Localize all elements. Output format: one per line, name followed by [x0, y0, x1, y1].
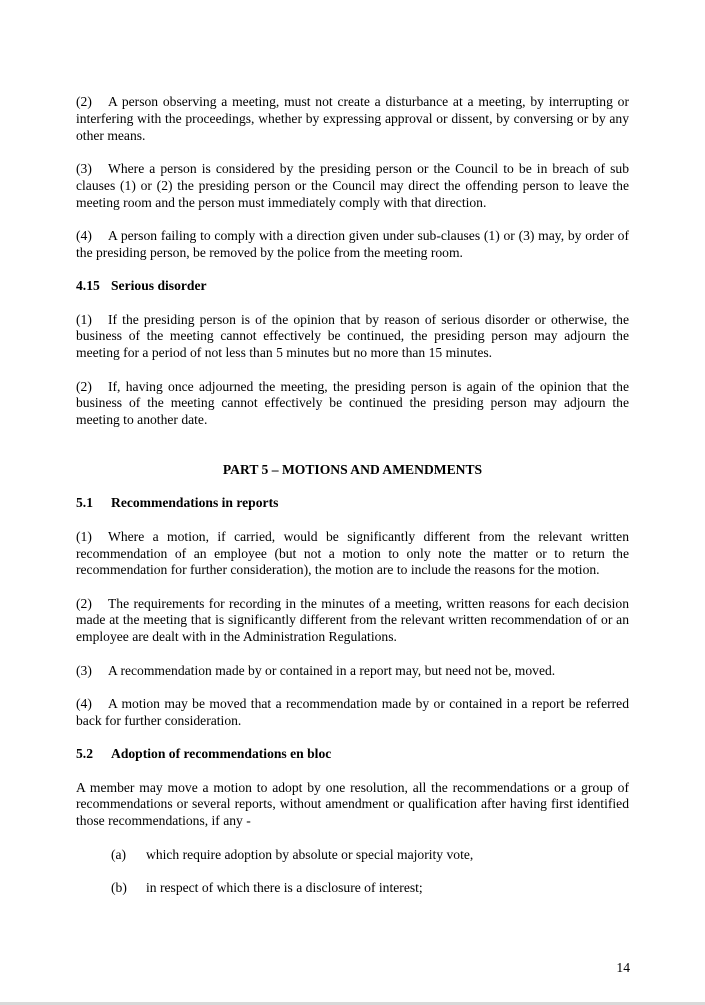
clause-label: (4) — [76, 696, 92, 712]
clause-text: Where a person is considered by the presiding person or the Council to be in breach of sub clauses (1) or (2) the presiding person or the Council may direct the offending person to leave the meeting room and the person must immediately comply with that direction. — [76, 160, 629, 210]
page-body — [76, 94, 629, 913]
clause-4-15-1 — [76, 312, 629, 362]
clause-4-14-3 — [76, 161, 629, 211]
page-number: 14 — [616, 960, 630, 975]
clause-5-2-intro: A member may move a motion to adopt by one resolution, all the recommendations or a group of recommendations or several reports, without amendment or qualification after having first identified those recommendations, if any - — [76, 779, 629, 829]
list-item — [76, 880, 629, 897]
clause-text: A recommendation made by or contained in a report may, but need not be, moved. — [108, 662, 556, 678]
clause-5-1-3 — [76, 663, 629, 680]
clause-label: (4) — [76, 227, 92, 243]
list-item-text: which require adoption by absolute or special majority vote, — [146, 846, 474, 862]
clause-label: (3) — [76, 662, 92, 678]
clause-4-15-2 — [76, 379, 629, 429]
list-item-label: (b) — [111, 880, 127, 896]
section-heading-5-1 — [76, 495, 629, 512]
section-number: 5.2 — [76, 746, 93, 762]
section-number: 5.1 — [76, 495, 93, 511]
section-heading-5-2 — [76, 746, 629, 763]
clause-text: If, having once adjourned the meeting, the presiding person is again of the opinion that the business of the meeting cannot effectively be continued the presiding person may adjourn the meeting to another date. — [76, 378, 629, 428]
section-title: Serious disorder — [111, 278, 207, 294]
section-number: 4.15 — [76, 278, 100, 294]
part-title: PART 5 – MOTIONS AND AMENDMENTS — [222, 461, 483, 477]
clause-5-1-1 — [76, 529, 629, 579]
clause-label: (1) — [76, 528, 92, 544]
list-item — [76, 847, 629, 864]
clause-text: If the presiding person is of the opinion that by reason of serious disorder or otherwise, the business of the meeting cannot effectively be continued, the presiding person may adjourn the meeting for a period of not less than 5 minutes but no more than 15 minutes. — [76, 311, 629, 361]
clause-4-14-2 — [76, 94, 629, 144]
list-item-label: (a) — [111, 846, 127, 862]
clause-label: (2) — [76, 378, 92, 394]
clause-4-14-4 — [76, 228, 629, 262]
clause-text: A person observing a meeting, must not create a disturbance at a meeting, by interrupting or interfering with the proceedings, whether by expressing approval or dissent, by conversing or by any other means. — [76, 94, 629, 143]
section-title: Recommendations in reports — [111, 495, 279, 511]
clause-text: A person failing to comply with a direction given under sub-clauses (1) or (3) may, by order of the presiding person, be removed by the police from the meeting room. — [76, 227, 629, 260]
section-title: Adoption of recommendations en bloc — [111, 746, 332, 762]
clause-label: (2) — [76, 94, 92, 109]
section-heading-4-15 — [76, 278, 629, 295]
clause-label: (1) — [76, 311, 92, 327]
clause-text: The requirements for recording in the minutes of a meeting, written reasons for each decision made at the meeting that is significantly different from the relevant written recommendation of or an employee are dealt with in the Administration Regulations. — [76, 595, 629, 645]
clause-5-1-4 — [76, 696, 629, 730]
clause-text: A motion may be moved that a recommendation made by or contained in a report be referred back for further consideration. — [76, 696, 629, 728]
clause-text: Where a motion, if carried, would be significantly different from the relevant written recommendation of an employee (but not a motion to only note the matter or to return the recommendation for further consideration), the motion are to include the reasons for the motion. — [76, 528, 629, 578]
clause-5-1-2 — [76, 596, 629, 646]
clause-label: (3) — [76, 160, 92, 176]
clause-label: (2) — [76, 595, 92, 611]
list-item-text: in respect of which there is a disclosure of interest; — [146, 880, 423, 896]
